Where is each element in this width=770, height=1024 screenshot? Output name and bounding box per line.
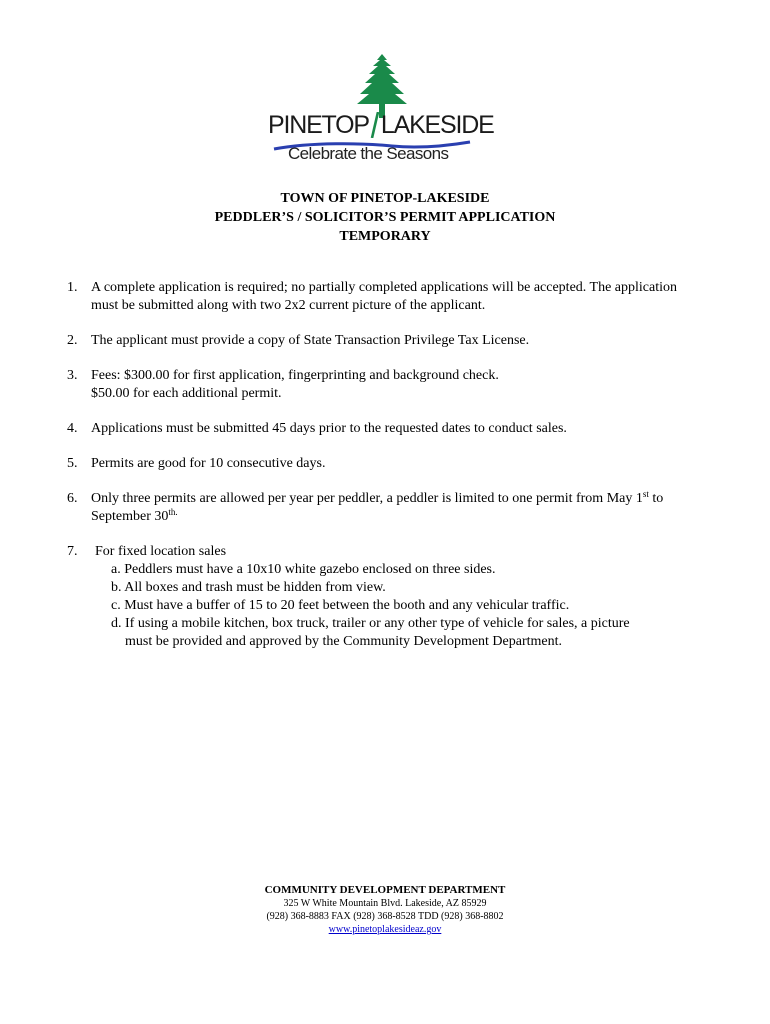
item-text-part: September 30 [91,509,169,524]
logo-wordmark [268,110,498,140]
item-text-part: to [648,491,664,506]
item-number: 1. [67,280,78,295]
item-text: A complete application is required; no partially completed applications will be accepted. The application [91,280,677,295]
list-item [67,332,737,350]
sub-item: a. Peddlers must have a 10x10 white gazebo enclosed on three sides. [111,562,496,577]
item-number: 6. [67,491,78,506]
item-text: For fixed location sales [95,544,227,559]
item-text: The applicant must provide a copy of State Transaction Privilege Tax License. [91,333,530,348]
list-item [67,455,737,473]
item-text: must be submitted along with two 2x2 current picture of the applicant. [91,298,486,313]
item-text-part: Only three permits are allowed per year per peddler, a peddler is limited to one permit from May 1 [91,491,643,506]
sub-item: b. All boxes and trash must be hidden from view. [111,580,386,595]
list-item [67,279,737,315]
logo-tagline: Celebrate the Seasons [288,144,449,163]
logo-slash-icon [370,112,380,138]
sub-item-continuation: must be provided and approved by the Community Development Department. [125,634,563,649]
footer [0,884,770,936]
item-text [91,508,737,526]
sub-list [67,561,737,651]
sub-item: d. If using a mobile kitchen, box truck, trailer or any other type of vehicle for sales, a picture [111,616,630,631]
document-heading [0,189,770,246]
logo-name-left: PINETOP [268,111,369,139]
footer-phones: (928) 368-8883 FAX (928) 368-8528 TDD (928) 368-8802 [266,911,504,922]
footer-address: 325 W White Mountain Blvd. Lakeside, AZ 85929 [283,898,487,909]
heading-title: PEDDLER’S / SOLICITOR’S PERMIT APPLICATION [214,210,556,225]
item-number: 5. [67,456,78,471]
website-link[interactable]: www.pinetoplakesideaz.gov [328,924,442,935]
item-text: Fees: $300.00 for first application, fingerprinting and background check. [91,368,499,383]
item-number: 4. [67,421,78,436]
list-item [67,543,737,561]
town-logo [262,52,502,170]
item-number: 3. [67,368,78,383]
pine-tree-icon [354,52,410,118]
list-item [67,420,737,438]
heading-town: TOWN OF PINETOP-LAKESIDE [280,191,490,206]
list-item [67,490,737,526]
item-text [91,490,737,508]
ordinal-suffix: th. [168,507,178,517]
item-number: 2. [67,333,78,348]
list-item [67,367,737,403]
item-text: Permits are good for 10 consecutive days. [91,456,326,471]
item-text: Applications must be submitted 45 days prior to the requested dates to conduct sales. [91,421,567,436]
ordinal-suffix: st [642,489,649,499]
requirements-list [67,279,737,651]
item-text: $50.00 for each additional permit. [91,386,282,401]
item-number: 7. [67,544,78,559]
sub-item: c. Must have a buffer of 15 to 20 feet between the booth and any vehicular traffic. [111,598,570,613]
logo-name-right: LAKESIDE [380,111,494,139]
heading-subtitle: TEMPORARY [339,229,431,244]
footer-department: COMMUNITY DEVELOPMENT DEPARTMENT [264,884,506,896]
